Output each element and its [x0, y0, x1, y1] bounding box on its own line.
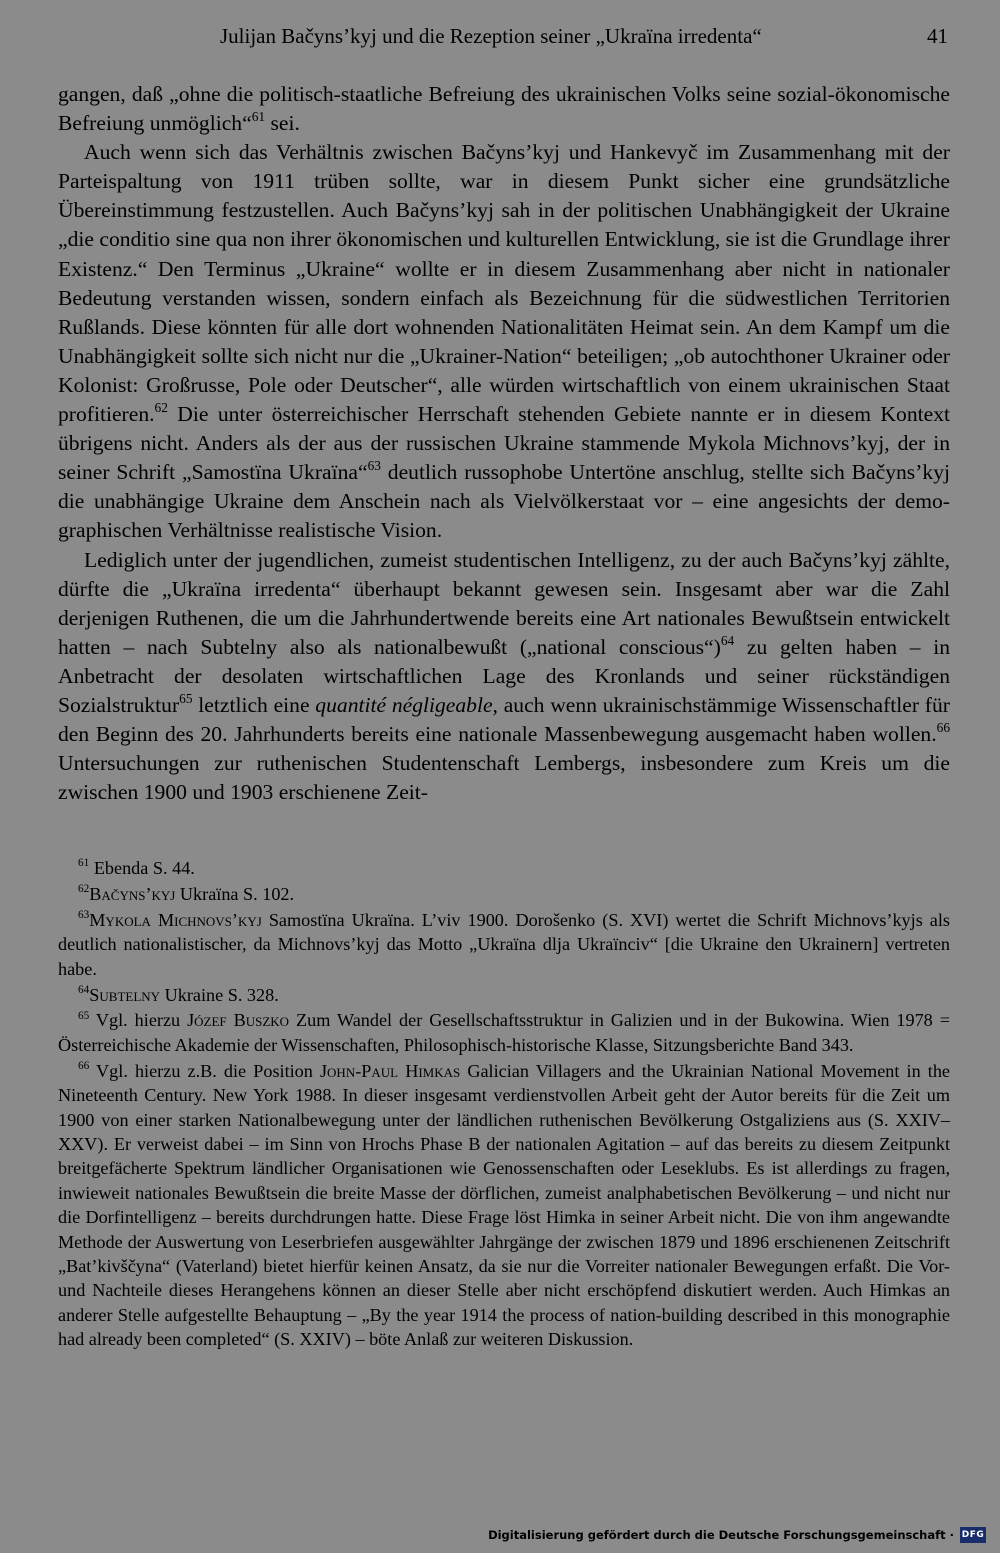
paragraph [58, 138, 950, 545]
text-run: Ebenda S. 44. [89, 858, 195, 878]
footnote-number: 64 [78, 983, 90, 996]
author-name: Mykola Michnovs’kyj [89, 909, 262, 930]
running-head [58, 24, 948, 54]
page-number: 41 [927, 24, 948, 48]
text-run: Untersuchungen zur ruthenischen Studentenschaft Lembergs, insbesondere zum Kreis um die zwischen 1900 und 1903 erschienene Zeit- [58, 751, 950, 805]
paragraph [58, 546, 950, 808]
text-run: auch wenn ukrainischstämmige Wissenschaftler für den Beginn des 20. Jahrhunderts bereits eine nationale Massenbewegung ausgemacht haben wollen. [58, 692, 950, 747]
footnote-number: 65 [78, 1009, 90, 1022]
footnote-ref: 62 [154, 400, 168, 416]
credit-text: Digitalisierung gefördert durch die Deutsche Forschungsgemeinschaft · [488, 1528, 954, 1542]
footnote-number: 62 [78, 883, 90, 896]
footnote-ref: 63 [367, 458, 381, 474]
text-run: Die unter österreichischer Herrschaft stehenden Gebiete nannte er in diesem Kontext übrigens nicht. Anders als der aus der russischen Ukraine stammende Mykola Michnovs’kyj, der in seiner Schrift „Samostïna Ukraïna“ [58, 402, 950, 485]
text-run: gangen, daß „ohne die politisch-staatliche Befreiung des ukrainischen Volks seine sozial-ökonomische Befreiung unmöglich“ [58, 82, 950, 136]
digitization-credit [488, 1525, 986, 1545]
text-run: letztlich eine [192, 692, 316, 717]
footnote-ref: 64 [720, 632, 735, 648]
footnote [58, 882, 950, 906]
author-name: Józef Buszko [187, 1010, 290, 1031]
footnote [58, 856, 950, 880]
author-name: Subtelny [89, 984, 161, 1005]
continued-paragraph [58, 80, 950, 138]
footnote-number: 66 [78, 1060, 90, 1073]
footnote-ref: 65 [179, 691, 193, 707]
text-run: zu gelten haben – in Anbetracht der desolaten wirtschaftlichen Lage des Kronlands und seiner rückständigen Sozialstruktur [58, 634, 950, 717]
footnote-ref: 61 [251, 109, 266, 125]
footnote-number: 61 [78, 857, 90, 870]
text-run: deutlich russophobe Untertöne anschlug, stellte sich Bačyns’kyj die unabhängige Ukraine dem Anschein nach als Vielvölkerstaat vor – eine angesichts der demographischen Verhältnisse realistische Vision. [58, 460, 950, 543]
text-run: Auch wenn sich das Verhältnis zwischen Bačyns’kyj und Hankevyč im Zusammenhang mit der Parteispaltung von 1911 trüben sollte, war in diesem Punkt sicher eine grundsätzliche Übereinstimmung festzustellen. Auch Bačyns’kyj sah in der politischen Unabhängigkeit der Ukraine „die conditio sine qua non ihrer ökonomischen und kulturellen Entwicklung, sie ist die Grundlage ihrer Existenz.“ Den Terminus „Ukraine“ wollte er in diesem Zusammenhang aber nicht in nationaler Bedeutung verstanden wissen, sondern einfach als Bezeichnung für die südwestlichen Territorien Rußlands. Diese könnten für alle dort wohnenden Nationalitäten Heimat sein. An dem Kampf um die Unabhängigkeit sollte sich nicht nur die „Ukrainer-Nation“ beteiligen; „ob autochthoner Ukrainer oder Kolonist: Großrusse, Pole oder Deutscher“, alle würden wirtschaftlich von einem ukrainischen Staat profitieren. [58, 140, 950, 427]
running-title: Julijan Bačyns’kyj und die Rezeption seiner „Ukraïna irredenta“ [220, 24, 762, 48]
footnote [58, 1008, 950, 1057]
footnotes [58, 856, 950, 1353]
text-run: Zum Wandel der Gesellschaftsstruktur in Galizien und in der Bukowina. Wien 1978 = Österreichische Akademie der Wissenschaften, Philosophisch-historische Klasse, Sitzungsberichte Band 343. [58, 1010, 950, 1055]
text-run: sei. [265, 111, 300, 136]
footnote [58, 908, 950, 981]
author-name: Bačyns’kyj [89, 883, 176, 904]
dfg-logo-icon: DFG [960, 1527, 986, 1543]
emphasis: quantité négligeable, [315, 692, 498, 717]
footnote-number: 63 [78, 909, 90, 922]
text-run: Vgl. hierzu [89, 1010, 188, 1031]
footnote [58, 983, 950, 1007]
text-run: Vgl. hierzu z.B. die Position [89, 1060, 320, 1081]
author-name: John-Paul Himkas [319, 1060, 461, 1081]
footnote [58, 1059, 950, 1352]
text-run: Lediglich unter der jugendlichen, zumeist studentischen Intelligenz, zu der auch Bačyns’kyj zählte, dürfte die „Ukraïna irredenta“ überhaupt bekannt gewesen sein. Insgesamt aber war die Zahl derjenigen Ruthenen, die um die Jahrhundertwende bereits eine Art nationales Bewußtsein entwickelt hatten – nach Subtelny also als nationalbewußt („national conscious“) [58, 547, 950, 659]
text-run: Ukraïna S. 102. [175, 883, 295, 904]
text-run: Samostïna Ukraïna. L’viv 1900. Dorošenko (S. XVI) wertet die Schrift Michnovs’kyjs als deutlich nationalistischer, da Michnovs’kyj das Motto „Ukraïna dlja Ukraïnciv“ [die Ukraine den Ukrainern] vertreten habe. [58, 909, 950, 979]
text-run: Ukraine S. 328. [160, 984, 279, 1005]
text-run: Galician Villagers and the Ukrainian National Movement in the Nineteenth Century. New York 1988. In dieser insgesamt verdienstvollen Arbeit geht der Autor bereits für die Zeit um 1900 von einer starken Nationalbewegung unter der ländlichen ruthenischen Bevölkerung Ostgaliziens aus (S. XXIV–XXV). Er verweist dabei – im Sinn von Hrochs Phase B der nationalen Agitation – auf das bereits zu diesem Zeitpunkt breitgefächerte Spektrum ländlicher Organisationen wie Genossenschaften oder Leseklubs. Es ist allerdings zu fragen, inwieweit nationales Bewußtsein die breite Masse der dörflichen, zumeist analphabetischen Bevölkerung – und nicht nur die Dorfintelligenz – bereits durchdrungen hatte. Diese Frage löst Himka in seiner Arbeit nicht. Die von ihm angewandte Methode der Auswertung von Leserbriefen ausgewählter Jahrgänge der zwischen 1879 und 1896 erschienenen Zeitschrift „Bat’kivščyna“ (Vaterland) bietet hierfür keinen Ansatz, da sie nur die Vorreiter nationaler Bewegungen erfaßt. Die Vor- und Nachteile dieses Herangehens können an dieser Stelle aber nicht erschöpfend diskutiert werden. Auch Himkas an anderer Stelle aufgestellte Behauptung – „By the year 1914 the process of nation-building described in this monographie had already been completed“ (S. XXIV) – böte Anlaß zur weiteren Diskussion. [58, 1060, 950, 1350]
footnote-ref: 66 [936, 720, 950, 736]
main-text [58, 80, 950, 807]
